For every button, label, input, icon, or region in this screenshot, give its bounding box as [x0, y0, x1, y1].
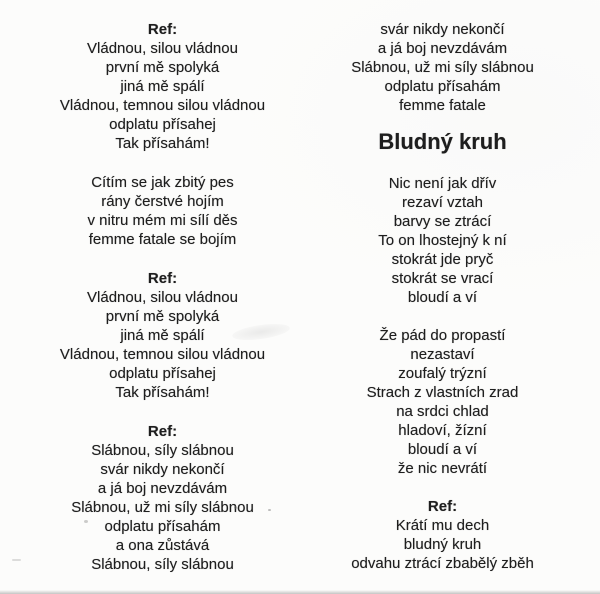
lyrics-column-left: [30, 0, 295, 594]
scan-edge-shadow: [0, 590, 600, 594]
stanza: [351, 497, 534, 573]
scan-speck: [268, 509, 271, 511]
lyric-line: Že pád do propastí: [379, 327, 506, 344]
lyric-line: a ona zůstává: [115, 537, 210, 554]
lyric-line: Cítím se jak zbitý pes: [91, 174, 234, 191]
lyric-line: bloudí a ví: [407, 441, 478, 458]
scan-speck: [234, 506, 237, 509]
lyric-line: na srdci chlad: [396, 403, 489, 420]
lyric-line: bludný kruh: [403, 536, 482, 553]
lyric-line: nezastaví: [410, 346, 475, 363]
lyric-line: stokrát jde pryč: [391, 251, 494, 268]
stanza: [378, 174, 506, 307]
lyric-line: Strach z vlastních zrad: [366, 384, 519, 401]
lyric-line: rány čerstvé hojím: [101, 193, 224, 210]
lyric-line: stokrát se vrací: [391, 270, 494, 287]
stanza: [60, 20, 265, 153]
lyric-line: Vládnou, temnou silou vládnou: [59, 346, 266, 363]
stanza: [87, 173, 237, 249]
lyric-line: Vládnou, temnou silou vládnou: [59, 97, 266, 114]
lyric-line: barvy se ztrácí: [393, 213, 492, 230]
lyrics-column-right: [310, 0, 575, 592]
lyric-line: odplatu přísahej: [109, 116, 216, 133]
lyric-line: první mě spolyká: [105, 308, 220, 325]
ref-label: Ref:: [147, 270, 178, 287]
lyric-line: Slábnou, síly slábnou: [91, 442, 234, 459]
lyric-line: Nic není jak dřív: [388, 175, 497, 192]
lyric-line: odplatu přísahám: [104, 518, 221, 535]
lyric-line: hladoví, žízní: [398, 422, 487, 439]
lyric-line: Vládnou, silou vládnou: [87, 40, 238, 57]
lyric-line: v nitru mém mi sílí děs: [87, 212, 238, 229]
lyric-line: rezaví vztah: [402, 194, 483, 211]
lyric-line: jiná mě spálí: [120, 327, 205, 344]
scan-speck: [12, 559, 21, 561]
lyric-line: odplatu přísahám: [384, 78, 501, 95]
lyric-line: Vládnou, silou vládnou: [87, 289, 238, 306]
song-title: Bludný kruh: [378, 129, 507, 154]
lyric-line: první mě spolyká: [105, 59, 220, 76]
lyric-line: Tak přísahám!: [115, 135, 210, 152]
lyric-line: Tak přísahám!: [115, 384, 210, 401]
lyric-line: odvahu ztrácí zbabělý zběh: [351, 555, 534, 572]
lyric-line: Slábnou, už mi síly slábnou: [71, 499, 254, 516]
lyric-line: a já boj nevzdávám: [377, 40, 508, 57]
lyric-line: svár nikdy nekončí: [100, 461, 225, 478]
lyric-line: Krátí mu dech: [395, 517, 490, 534]
lyric-line: Slábnou, síly slábnou: [91, 556, 234, 573]
stanza: [367, 326, 519, 478]
ref-label: Ref:: [147, 423, 178, 440]
scan-speck: [84, 520, 88, 523]
lyric-line: bloudí a ví: [407, 289, 478, 306]
lyric-line: a já boj nevzdávám: [97, 480, 228, 497]
stanza: [351, 20, 534, 115]
lyric-line: femme fatale: [399, 97, 486, 114]
ref-label: Ref:: [147, 21, 178, 38]
lyric-line: odplatu přísahej: [109, 365, 216, 382]
lyric-line: zoufalý trýzní: [398, 365, 487, 382]
lyric-line: že nic nevrátí: [397, 460, 488, 477]
lyric-line: To on lhostejný k ní: [378, 232, 507, 249]
lyric-line: Slábnou, už mi síly slábnou: [351, 59, 534, 76]
lyric-line: jiná mě spálí: [120, 78, 205, 95]
stanza: [71, 422, 254, 574]
ref-label: Ref:: [427, 498, 458, 515]
lyric-line: svár nikdy nekončí: [380, 21, 505, 38]
lyric-line: femme fatale se bojím: [88, 231, 237, 248]
